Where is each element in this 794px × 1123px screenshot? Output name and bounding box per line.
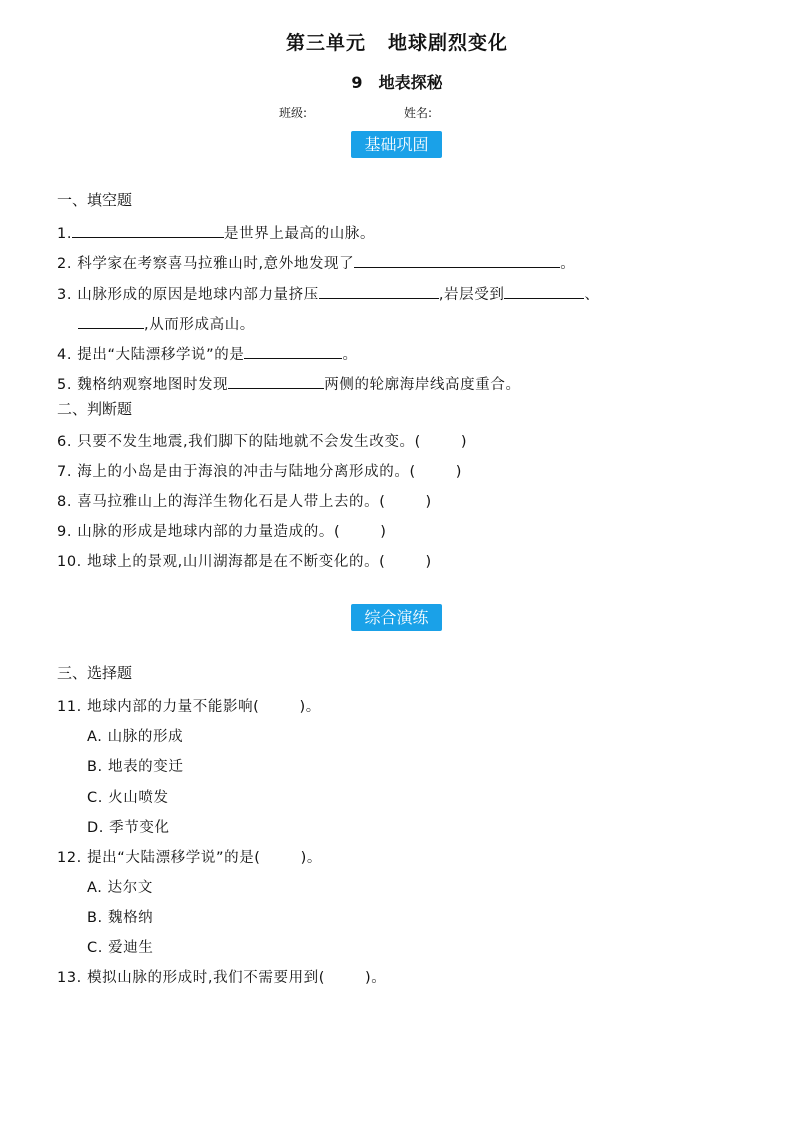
question-5: 5. 魏格纳观察地图时发现 两侧的轮廓海岸线高度重合。: [57, 377, 521, 393]
question-8: 8. 喜马拉雅山上的海洋生物化石是人带上去的。( ): [57, 494, 432, 510]
lesson-name: 地表探秘: [378, 73, 443, 92]
unit-topic: 地球剧烈变化: [388, 32, 509, 54]
answer-blank[interactable]: [354, 254, 560, 268]
question-4: 4. 提出“大陆漂移学说”的是 。: [57, 347, 358, 363]
question-12: 12. 提出“大陆漂移学说”的是( )。: [57, 850, 322, 866]
choice-option: D. 季节变化: [87, 820, 170, 836]
comprehensive-section-badge: 综合演练: [351, 604, 442, 631]
question-3-continued: ,从而形成高山。: [78, 313, 255, 334]
section-fill-title: 一、填空题: [57, 191, 133, 209]
question-10: 10. 地球上的景观,山川湖海都是在不断变化的。( ): [57, 554, 432, 570]
unit-title: [0, 28, 794, 55]
choice-option: B. 地表的变迁: [87, 759, 184, 775]
section-judge-title: 二、判断题: [57, 400, 133, 418]
choice-option: A. 达尔文: [87, 880, 153, 896]
lesson-number: 9: [351, 73, 363, 92]
answer-blank[interactable]: [228, 375, 324, 389]
choice-option: C. 爱迪生: [87, 940, 154, 956]
class-label: 班级:: [279, 106, 308, 120]
answer-blank[interactable]: [244, 345, 342, 359]
answer-blank[interactable]: [504, 285, 584, 299]
question-7: 7. 海上的小岛是由于海浪的冲击与陆地分离形成的。( ): [57, 464, 462, 480]
choice-option: A. 山脉的形成: [87, 729, 184, 745]
question-9: 9. 山脉的形成是地球内部的力量造成的。( ): [57, 524, 387, 540]
question-2: 2. 科学家在考察喜马拉雅山时,意外地发现了 。: [57, 256, 576, 272]
lesson-title: [0, 70, 794, 93]
basic-section-badge: 基础巩固: [351, 131, 442, 158]
section-choice-title: 三、选择题: [57, 664, 133, 682]
question-11: 11. 地球内部的力量不能影响( )。: [57, 699, 321, 715]
answer-blank[interactable]: [319, 285, 439, 299]
answer-blank[interactable]: [72, 224, 224, 238]
answer-blank[interactable]: [78, 315, 144, 329]
question-1: 1. 是世界上最高的山脉。: [57, 226, 376, 242]
question-13: 13. 模拟山脉的形成时,我们不需要用到( )。: [57, 970, 387, 986]
question-6: 6. 只要不发生地震,我们脚下的陆地就不会发生改变。( ): [57, 434, 468, 450]
question-3: 3. 山脉形成的原因是地球内部力量挤压 ,岩层受到 、: [57, 287, 600, 303]
choice-option: C. 火山喷发: [87, 790, 169, 806]
unit-label: 第三单元: [285, 32, 366, 54]
choice-option: B. 魏格纳: [87, 910, 154, 926]
name-label: 姓名:: [404, 106, 433, 120]
